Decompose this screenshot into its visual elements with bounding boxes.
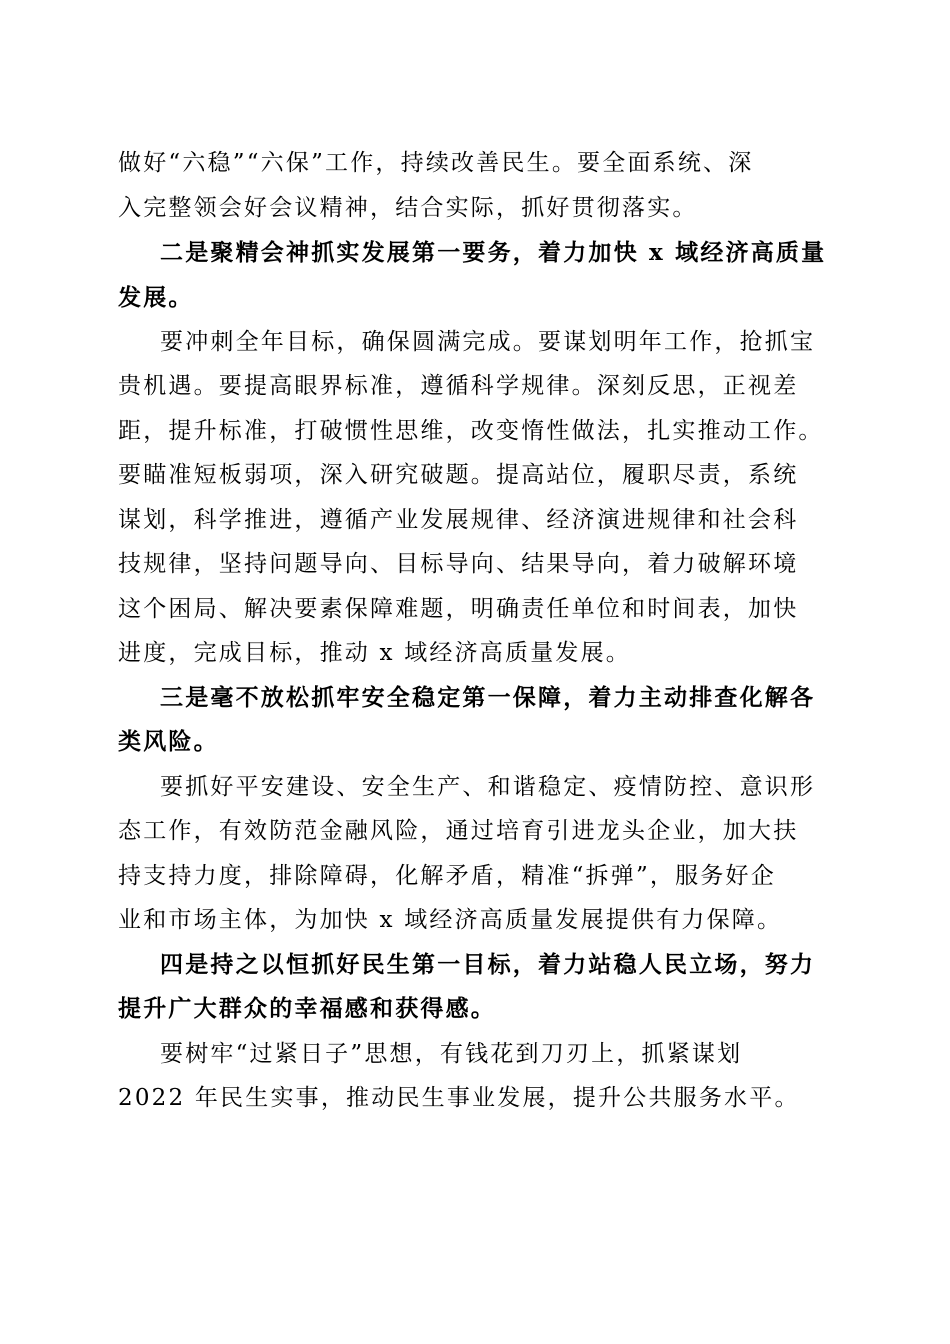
paragraph-5-line-2: 态工作，有效防范金融风险，通过培育引进龙头企业，加大扶 (118, 818, 799, 844)
paragraph-7-line-2: 2022 年民生实事，推动民生事业发展，提升公共服务水平。 (118, 1085, 800, 1111)
paragraph-3-line-8: 进度，完成目标，推动 x 域经济高质量发展。 (118, 640, 631, 666)
paragraph-1-line-2: 入完整领会好会议精神，结合实际，抓好贯彻落实。 (118, 195, 698, 221)
section-heading-2-line-1: 二是聚精会神抓实发展第一要务，着力加快 x 域经济高质量 (160, 239, 827, 266)
paragraph-7-line-1: 要树牢“过紧日子”思想，有钱花到刀刃上，抓紧谋划 (160, 1041, 743, 1067)
paragraph-1-line-1: 做好“六稳”“六保”工作，持续改善民生。要全面系统、深 (118, 150, 754, 176)
section-heading-3-line-2: 类风险。 (118, 728, 219, 755)
paragraph-3-line-6: 技规律，坚持问题导向、目标导向、结果导向，着力破解环境 (118, 551, 799, 577)
paragraph-5-line-3: 持支持力度，排除障碍，化解矛盾，精准“拆弹”，服务好企 (118, 863, 776, 889)
paragraph-5-line-1: 要抓好平安建设、安全生产、和谐稳定、疫情防控、意识形 (160, 774, 816, 800)
section-heading-2-line-2: 发展。 (118, 284, 194, 311)
paragraph-3-line-2: 贵机遇。要提高眼界标准，遵循科学规律。深刻反思，正视差 (118, 373, 799, 399)
paragraph-3-line-1: 要冲刺全年目标，确保圆满完成。要谋划明年工作，抢抓宝 (160, 329, 816, 355)
section-heading-4-line-1: 四是持之以恒抓好民生第一目标，着力站稳人民立场，努力 (160, 951, 816, 978)
paragraph-3-line-3: 距，提升标准，打破惯性思维，改变惰性做法，扎实推动工作。 (118, 418, 824, 444)
section-heading-3-line-1: 三是毫不放松抓牢安全稳定第一保障，着力主动排查化解各 (160, 684, 816, 711)
paragraph-3-line-5: 谋划，科学推进，遵循产业发展规律、经济演进规律和社会科 (118, 507, 799, 533)
paragraph-3-line-7: 这个困局、解决要素保障难题，明确责任单位和时间表，加快 (118, 596, 799, 622)
section-heading-4-line-2: 提升广大群众的幸福感和获得感。 (118, 995, 496, 1022)
paragraph-5-line-4: 业和市场主体，为加快 x 域经济高质量发展提供有力保障。 (118, 907, 783, 933)
paragraph-3-line-4: 要瞄准短板弱项，深入研究破题。提高站位，履职尽责，系统 (118, 462, 799, 488)
